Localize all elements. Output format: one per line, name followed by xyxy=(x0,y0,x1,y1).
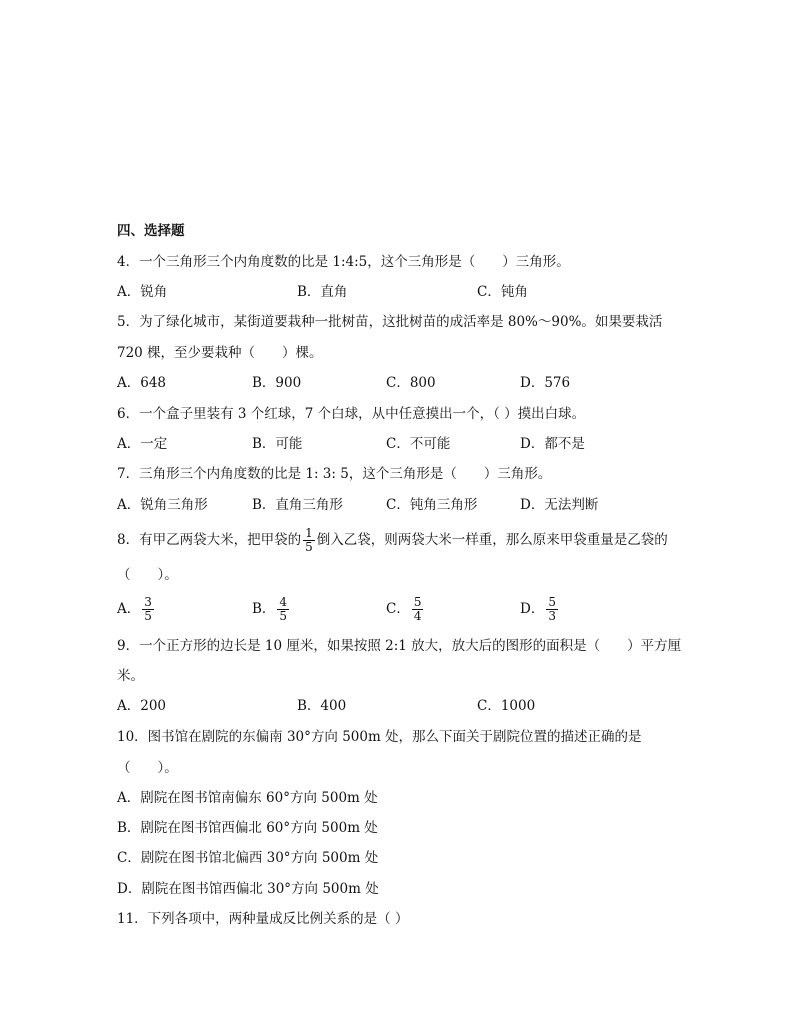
fraction-numerator: 1 xyxy=(305,526,313,540)
question-5-option-b: B．900 xyxy=(252,375,302,391)
option-fraction xyxy=(412,596,424,623)
question-9-option-b: B．400 xyxy=(297,698,347,714)
question-6-option-d: D．都不是 xyxy=(520,436,585,452)
option-fraction xyxy=(142,596,154,623)
question-9-option-a: A．200 xyxy=(117,698,167,714)
question-8-stem-after: 倒入乙袋，则两袋大米一样重，那么原来甲袋重量是乙袋的 xyxy=(316,532,668,548)
question-8-option-d xyxy=(520,594,560,624)
question-5-option-d: D．576 xyxy=(520,375,571,391)
question-6-option-b: B．可能 xyxy=(252,436,303,452)
fraction-denominator: 5 xyxy=(305,540,313,554)
question-5-line-1: 5．为了绿化城市，某街道要栽种一批树苗，这批树苗的成活率是 80%～90%。如果要栽活 xyxy=(117,314,663,330)
question-5-line-2: 720 棵，至少要栽种（ ）棵。 xyxy=(117,345,323,361)
question-10-option-b: B．剧院在图书馆西偏北 60°方向 500m 处 xyxy=(117,820,378,836)
question-11-stem: 11．下列各项中，两种量成反比例关系的是（ ） xyxy=(117,911,409,927)
question-6-stem: 6．一个盒子里装有 3 个红球，7 个白球，从中任意摸出一个，（ ）摸出白球。 xyxy=(117,406,586,422)
question-8-option-a xyxy=(117,594,156,624)
fraction-denominator: 5 xyxy=(144,609,152,623)
fraction-denominator: 3 xyxy=(548,609,556,623)
question-6-option-c: C．不可能 xyxy=(386,436,451,452)
question-10-option-c: C．剧院在图书馆北偏西 30°方向 500m 处 xyxy=(117,850,379,866)
fraction-denominator: 5 xyxy=(279,609,288,623)
option-fraction xyxy=(277,596,289,623)
question-4-option-b: B．直角 xyxy=(297,284,348,300)
option-label: C． xyxy=(386,601,410,617)
question-5-option-c: C．800 xyxy=(386,375,436,391)
question-9-option-c: C．1000 xyxy=(477,698,536,714)
fraction-numerator: 5 xyxy=(548,595,556,609)
question-8-stem xyxy=(117,526,668,554)
question-8-option-c xyxy=(386,594,425,624)
question-7-option-a: A．锐角三角形 xyxy=(117,497,208,513)
fraction-denominator: 4 xyxy=(413,609,422,623)
question-5-option-a: A．648 xyxy=(117,375,167,391)
question-10-option-d: D．剧院在图书馆西偏北 30°方向 500m 处 xyxy=(117,881,379,897)
option-label: A． xyxy=(117,601,141,617)
question-7-option-c: C．钝角三角形 xyxy=(386,497,478,513)
question-7-stem: 7．三角形三个内角度数的比是 1: 3: 5，这个三角形是（ ）三角形。 xyxy=(117,466,552,482)
question-8-stem-before: 8．有甲乙两袋大米，把甲袋的 xyxy=(117,532,302,548)
option-label: D． xyxy=(520,601,545,617)
question-4-stem: 4．一个三角形三个内角度数的比是 1:4:5，这个三角形是（ ）三角形。 xyxy=(117,254,570,270)
question-8-fraction xyxy=(303,527,315,554)
option-fraction xyxy=(546,596,558,623)
section-title: 四、选择题 xyxy=(117,223,185,239)
question-10-line-2: （ ）。 xyxy=(117,760,178,776)
option-label: B． xyxy=(252,601,276,617)
fraction-numerator: 4 xyxy=(279,595,288,609)
question-8-line-2: （ ）。 xyxy=(117,567,178,583)
question-9-line-2: 米。 xyxy=(117,668,144,684)
question-10-option-a: A．剧院在图书馆南偏东 60°方向 500m 处 xyxy=(117,790,378,806)
question-9-line-1: 9．一个正方形的边长是 10 厘米，如果按照 2:1 放大，放大后的图形的面积是（ ）平方厘 xyxy=(117,638,682,654)
question-10-line-1: 10．图书馆在剧院的东偏南 30°方向 500m 处，那么下面关于剧院位置的描述正确的是 xyxy=(117,729,642,745)
question-6-option-a: A．一定 xyxy=(117,436,168,452)
question-4-option-a: A．锐角 xyxy=(117,284,168,300)
fraction-numerator: 3 xyxy=(144,595,152,609)
fraction-numerator: 5 xyxy=(413,595,422,609)
question-4-option-c: C．钝角 xyxy=(477,284,528,300)
question-7-option-b: B．直角三角形 xyxy=(252,497,343,513)
question-7-option-d: D．无法判断 xyxy=(520,497,599,513)
question-8-option-b xyxy=(252,594,291,624)
